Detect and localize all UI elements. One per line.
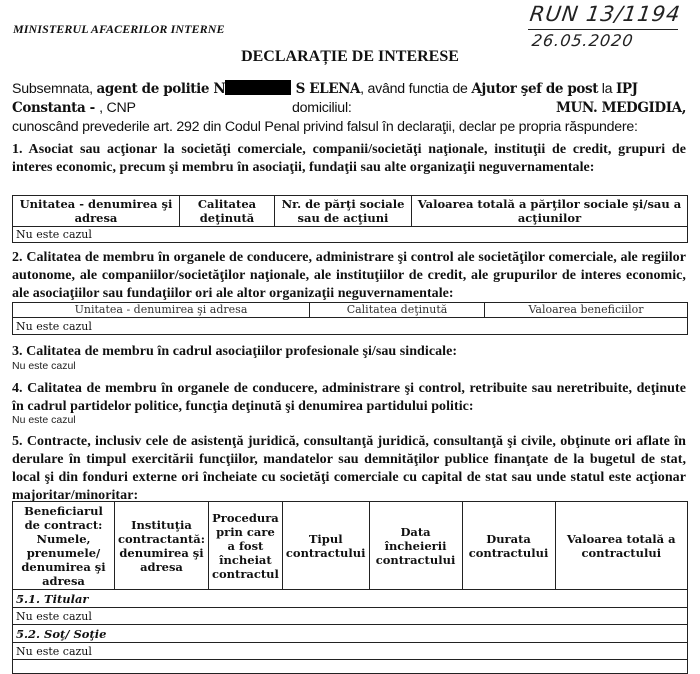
cnp-label: , CNP	[99, 100, 136, 116]
section-4-heading: 4. Calitatea de membru în organele de conducere, administrare şi control, retribuite sau neretribuite, deţinute în cadrul partidelor politice, funcţia deţinută şi denumirea partidului politic:	[12, 381, 686, 414]
col-procedure: Procedura prin care a fost încheiat contractul	[208, 502, 282, 590]
section-2-heading: 2. Calitatea de membru în organele de conducere, administrare şi control ale societăţilor comerciale, ale regiilor autonome, ale companiilor/societăţilor naţionale, ale instituţiilor de credit, ale grupurilor de interes economic, ale asociaţiilor sau fundaţiilor ori ale altor organizaţii neguvernamentale:	[12, 250, 686, 301]
section-4-value: Nu este cazul	[12, 414, 76, 426]
declarant-rank: agent de politie N	[96, 81, 226, 97]
declarant-intro: Subsemnata, agent de politie N S ELENA, având functia de Ajutor şef de post la IPJ	[12, 81, 638, 97]
col-benefits: Valoarea beneficiilor	[485, 303, 688, 318]
col-unit: Unitatea - denumirea şi adresa	[13, 303, 310, 318]
col-value: Valoarea totală a contractului	[555, 502, 687, 590]
legal-statement: cunoscând prevederile art. 292 din Codul Penal privind falsul în declaraţii, declar pe propria răspundere:	[12, 119, 638, 135]
col-shares: Nr. de părţi sociale sau de acţiuni	[275, 196, 412, 227]
table-row: Nu este cazul	[13, 318, 688, 335]
redacted-name	[225, 80, 291, 95]
col-unit: Unitatea - denumirea şi adresa	[13, 196, 180, 227]
table-row: Nu este cazul	[13, 227, 688, 243]
registration-date: 26.05.2020	[530, 31, 635, 50]
col-duration: Durata contractului	[462, 502, 555, 590]
col-share-value: Valoarea totală a părţilor sociale şi/sau a acţiunilor	[412, 196, 688, 227]
section-3-heading: 3. Calitatea de membru în cadrul asociaţiilor profesionale şi/sau sindicale:	[12, 344, 458, 359]
table-row-cutoff	[13, 660, 688, 674]
section-5-table	[12, 501, 688, 674]
registration-divider	[528, 29, 678, 30]
domicile-label: domiciliul:	[292, 100, 352, 116]
table-row: Nu este cazul	[13, 608, 688, 625]
section-1-table	[12, 195, 688, 243]
col-type: Tipul contractului	[282, 502, 369, 590]
declarant-unit: IPJ	[616, 81, 638, 97]
col-position: Calitatea deţinută	[180, 196, 275, 227]
col-position: Calitatea deţinută	[310, 303, 485, 318]
table-row: Nu este cazul	[13, 643, 688, 660]
section-2-table	[12, 302, 688, 335]
declarant-function: Ajutor şef de post	[471, 81, 599, 97]
section-3-value: Nu este cazul	[12, 360, 76, 372]
subsection-titular: 5.1. Titular	[13, 590, 688, 608]
section-1-heading: 1. Asociat sau acţionar la societăţi comerciale, companii/societăţi naţionale, instituţii de credit, grupuri de interes economic, precum şi membru în asociaţii, fundaţii sau alte organizaţii neguvernamentale:	[12, 142, 686, 175]
domicile-value: MUN. MEDGIDIA,	[556, 100, 686, 116]
declarant-name: S ELENA	[291, 81, 361, 97]
declarant-unit-city: Constanta -	[12, 100, 100, 116]
ministry-name: MINISTERUL AFACERILOR INTERNE	[13, 22, 225, 36]
subsection-spouse: 5.2. Soţ/ Soţie	[13, 625, 688, 643]
registration-number: RUN 13/1194	[528, 2, 683, 26]
section-5-heading: 5. Contracte, inclusiv cele de asistenţă juridică, consultanţă juridică, consultanţă şi civile, obţinute ori aflate în derulare în timpul exercitării funcţiilor, mandatelor sau demnităţilor publice finanţate de la bugetul de stat, local şi din fonduri externe ori încheiate cu societăţi comerciale cu capital de stat sau unde statul este acţionar majoritar/minoritar:	[12, 434, 686, 503]
document-title: DECLARAȚIE DE INTERESE	[241, 48, 459, 65]
col-institution: Instituţia contractantă: denumirea şi adresa	[115, 502, 209, 590]
col-date: Data încheierii contractului	[369, 502, 462, 590]
col-beneficiary: Beneficiarul de contract: Numele, prenumele/ denumirea şi adresa	[13, 502, 115, 590]
